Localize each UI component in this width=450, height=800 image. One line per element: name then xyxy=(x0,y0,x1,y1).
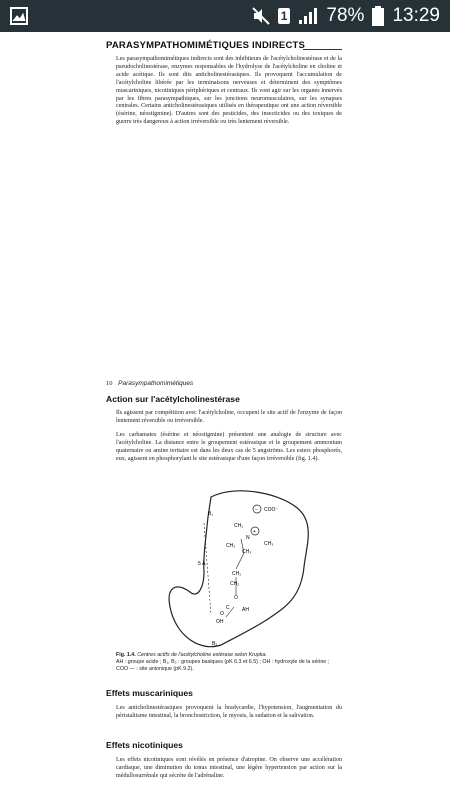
label-ch3-c: CH₃ xyxy=(242,549,252,555)
label-o-2: O xyxy=(220,611,224,617)
gallery-icon xyxy=(10,7,28,25)
enzyme-active-site-diagram xyxy=(156,487,326,652)
label-b2: B₂ xyxy=(212,641,218,647)
section-heading-nicotinic: Effets nicotiniques xyxy=(106,740,183,750)
label-minus: − xyxy=(255,507,258,513)
paragraph-nicotinic: Les effets nicotiniques sont révélés en présence d'atropine. On observe une accélération cardiaque, une diminution du tonus intestinal, une légère hypertension par action sur la médullosurrénale qui sécrète de l'adrénaline. xyxy=(116,757,342,779)
sim-icon: 1 xyxy=(278,8,291,24)
paragraph-carbamates: Les carbamates (ésérine et néostigmine) présentent une analogie de structure avec l'acétylcholine. La distance entre le groupement estérasique et le groupement ammonium quaternaire ou amine tertiaire est dans les deux cas de 5 angströms. Les esters phosphorés, eux, agissent en phosphorylant le site estérasique d'une façon irréversible (fig. 1.4). xyxy=(116,432,342,462)
label-n: N xyxy=(246,535,250,541)
caption-label: Fig. 1.4. xyxy=(116,652,136,658)
figure-caption xyxy=(116,652,342,673)
label-o-1: O xyxy=(234,595,238,601)
running-head: Parasympathomimétiques xyxy=(118,380,194,387)
status-icons xyxy=(252,0,440,32)
label-ah: AH xyxy=(242,607,249,613)
caption-title: Centres actifs de l'acétylcholine estérase selon Krupka. xyxy=(137,652,267,658)
caption-text: AH : groupe acide ; B₁, B₂ : groupes basiques (pK 6.3 et 6.5) ; OH : hydroxyle de la sérine ; COO — : site anionique (pK 9.2). xyxy=(116,659,330,672)
section-heading-acetylcholinesterase: Action sur l'acétylcholinestérase xyxy=(106,394,240,404)
label-distance: 5 Å xyxy=(198,561,206,567)
status-bar xyxy=(0,0,450,32)
page-title: PARASYMPATHOMIMÉTIQUES INDIRECTS xyxy=(106,40,306,51)
paragraph-muscarinic: Les anticholinestérasiques provoquent la bradycardie, l'hypotension, l'augmentation du péristaltisme intestinal, la bronchostriction, le myosis, la sudation et la salivation. xyxy=(116,705,342,719)
section-heading-muscarinic: Effets muscariniques xyxy=(106,688,193,698)
clock: 13:29 xyxy=(392,5,440,26)
paragraph-competition: Ils agissent par compétition avec l'acétylcholine, occupent le site actif de l'enzyme de façon lentement réversible ou irréversible. xyxy=(116,410,342,424)
label-ch2-a: CH₂ xyxy=(234,523,244,529)
signal-icon xyxy=(298,7,318,25)
document-page[interactable] xyxy=(0,32,450,800)
label-c: C xyxy=(226,605,230,611)
battery-percent: 78% xyxy=(326,5,365,26)
label-ch2-c: CH₂ xyxy=(230,581,240,587)
label-ch3-a: CH₃ xyxy=(226,543,236,549)
enzyme-outline xyxy=(169,491,308,647)
label-oh: OH xyxy=(216,619,224,625)
mute-icon xyxy=(252,7,270,25)
bond-2 xyxy=(236,553,244,569)
label-ch2-b: CH₂ xyxy=(232,571,242,577)
battery-icon xyxy=(372,6,384,26)
distance-line xyxy=(204,523,211,615)
page-header xyxy=(106,380,193,387)
label-b1: B₁ xyxy=(208,511,214,517)
label-coo: COO⁻ xyxy=(264,507,279,513)
label-plus: + xyxy=(253,529,256,535)
label-ch3-b: CH₃ xyxy=(264,541,274,547)
page-number: 10 xyxy=(106,380,113,387)
title-rule xyxy=(303,49,342,50)
intro-paragraph: Les parasympathomimétiques indirects sont des inhibiteurs de l'acétylcholinestérase et de la pseudocholinestérase, enzymes responsables de l'hydrolyse de l'acétylcholine en choline et acide acétique. Ils sont dits anticholinestérasiques. Ils provoquent l'accumulation de l'acétylcholine libérée par les terminaisons nerveuses et déterminent des symptômes muscariniques, nicotiniques périphériques et centraux. Ils vont agir sur les organes innervés par les fibres parasympathiques, sur les jonctions neuromusculaires, sur les synapses centrales. Certains anticholinestérasiques utilisés en thérapeutique ont une action réversible (ésérine, néostigmine). D'autres sont des pesticides, des insecticides ou des toxiques de guerre très dangereux à action irréversible ou très lentement réversible. xyxy=(116,56,342,126)
